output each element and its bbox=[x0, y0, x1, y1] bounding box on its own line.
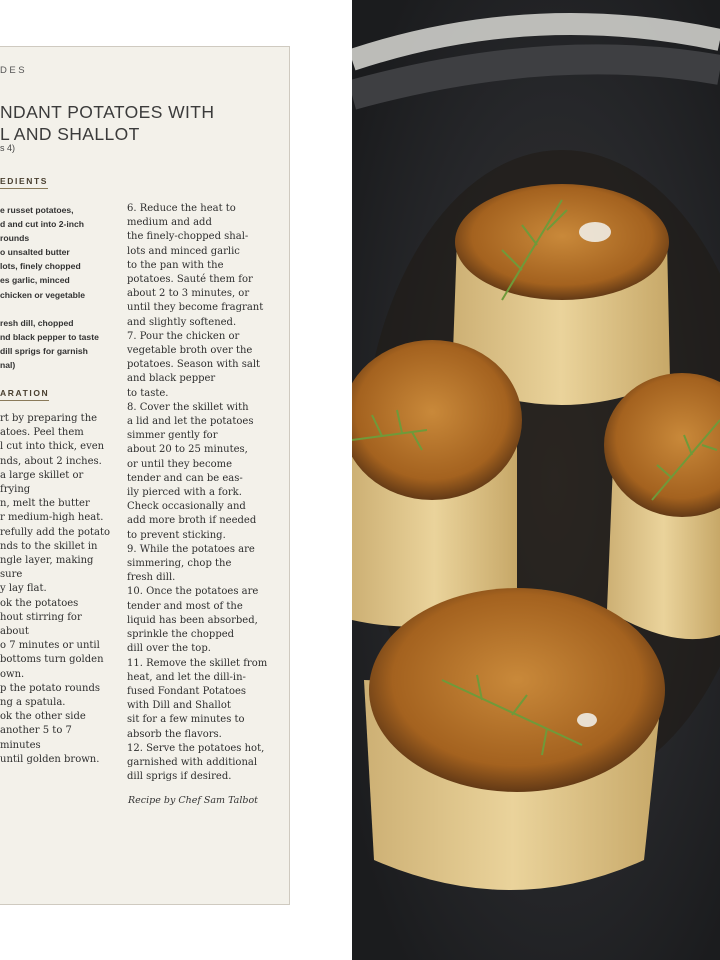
step-line: absorb the flavors. bbox=[127, 728, 222, 740]
step-line: 12. Serve the potatoes hot, bbox=[127, 742, 265, 754]
step-line: a lid and let the potatoes bbox=[127, 416, 254, 428]
step-line: p the potato rounds bbox=[0, 682, 100, 694]
step-line: medium and add bbox=[127, 217, 212, 229]
preparation-heading: ARATION bbox=[0, 388, 49, 401]
food-photo bbox=[352, 0, 720, 960]
step-line: dill sprigs if desired. bbox=[127, 771, 232, 783]
fondant-potatoes-photo bbox=[352, 0, 720, 960]
recipe-credit: Recipe by Chef Sam Talbot bbox=[128, 795, 258, 806]
step-line: 7. Pour the chicken or bbox=[127, 330, 240, 342]
section-tag: DES bbox=[0, 65, 28, 76]
step-line: liquid has been absorbed, bbox=[127, 614, 258, 626]
step-line: 10. Once the potatoes are bbox=[127, 586, 259, 598]
step-line: potatoes. Season with salt bbox=[127, 359, 261, 371]
step-line: about 20 to 25 minutes, bbox=[127, 444, 248, 456]
step-line: garnished with additional bbox=[127, 756, 258, 768]
step-line: rt by preparing the bbox=[0, 413, 98, 424]
servings: s 4) bbox=[0, 143, 16, 153]
step-line: heat, and let the dill-in- bbox=[127, 671, 246, 683]
step-line: vegetable broth over the bbox=[127, 345, 253, 357]
step-line: nds, about 2 inches. bbox=[0, 455, 102, 467]
step-line: tender and can be eas- bbox=[127, 472, 243, 484]
step-line: a large skillet or frying bbox=[0, 469, 84, 496]
step-line: hout stirring for about bbox=[0, 611, 82, 638]
step-line: ok the potatoes bbox=[0, 597, 79, 609]
ingredients-heading: EDIENTS bbox=[0, 176, 48, 189]
ingredient-line: nd black pepper to taste bbox=[0, 331, 99, 342]
step-line: the finely-chopped shal- bbox=[127, 231, 249, 243]
step-line: sprinkle the chopped bbox=[127, 629, 235, 641]
step-line: nds to the skillet in bbox=[0, 540, 98, 552]
step-line: own. bbox=[0, 668, 25, 680]
step-line: until golden brown. bbox=[0, 753, 100, 765]
step-line: add more broth if needed bbox=[127, 515, 257, 527]
ingredient-line: d and cut into 2-inch bbox=[0, 219, 85, 230]
ingredient-line: nal) bbox=[0, 360, 16, 371]
step-line: and slightly softened. bbox=[127, 316, 237, 328]
ingredient-line: dill sprigs for garnish bbox=[0, 345, 88, 356]
ingredient-line: e russet potatoes, bbox=[0, 205, 74, 215]
step-line: tender and most of the bbox=[127, 600, 243, 612]
step-line: lots and minced garlic bbox=[127, 245, 240, 257]
potato-bottom bbox=[364, 588, 665, 890]
step-line: potatoes. Sauté them for bbox=[127, 274, 253, 286]
step-line: simmer gently for bbox=[127, 430, 218, 442]
step-line: ok the other side bbox=[0, 711, 86, 723]
step-line: atoes. Peel them bbox=[0, 427, 84, 439]
ingredient-line: o unsalted butter bbox=[0, 247, 70, 258]
step-line: to the pan with the bbox=[127, 259, 224, 271]
step-line: ng a spatula. bbox=[0, 697, 66, 709]
step-line: to taste. bbox=[127, 387, 169, 399]
step-line: refully add the potato bbox=[0, 526, 111, 538]
step-line: dill over the top. bbox=[127, 643, 211, 655]
step-line: fused Fondant Potatoes bbox=[127, 685, 247, 697]
ingredient-line: lots, finely chopped bbox=[0, 261, 81, 272]
step-line: 6. Reduce the heat to bbox=[127, 203, 236, 214]
step-line: l cut into thick, even bbox=[0, 441, 105, 453]
step-line: simmering, chop the bbox=[127, 558, 232, 570]
step-line: fresh dill. bbox=[127, 572, 176, 584]
step-line: another 5 to 7 minutes bbox=[0, 725, 72, 751]
ingredient-line: rounds bbox=[0, 233, 30, 244]
ingredient-line: es garlic, minced bbox=[0, 275, 70, 286]
step-line: r medium-high heat. bbox=[0, 512, 104, 524]
ingredient-line bbox=[0, 302, 122, 316]
step-line: y lay flat. bbox=[0, 583, 47, 595]
step-line: 11. Remove the skillet from bbox=[127, 657, 268, 669]
potato-right bbox=[604, 373, 720, 639]
title-line-2: L AND SHALLOT bbox=[0, 124, 140, 144]
step-line: n, melt the butter bbox=[0, 498, 90, 510]
ingredient-line: chicken or vegetable bbox=[0, 289, 86, 300]
ingredient-line: resh dill, chopped bbox=[0, 317, 74, 328]
step-line: 9. While the potatoes are bbox=[127, 543, 255, 555]
steps-column-left bbox=[0, 412, 112, 767]
step-line: about 2 to 3 minutes, or bbox=[127, 288, 250, 300]
step-line: 8. Cover the skillet with bbox=[127, 401, 249, 413]
step-line: or until they become bbox=[127, 458, 232, 470]
step-line: ngle layer, making sure bbox=[0, 555, 94, 581]
step-line: ily pierced with a fork. bbox=[127, 487, 242, 499]
recipe-page bbox=[0, 0, 352, 960]
steps-column-right bbox=[127, 202, 273, 784]
step-line: bottoms turn golden bbox=[0, 654, 104, 666]
title-line-1: NDANT POTATOES WITH bbox=[0, 102, 215, 122]
step-line: sit for a few minutes to bbox=[127, 714, 245, 726]
step-line: with Dill and Shallot bbox=[127, 700, 231, 712]
ingredients-list bbox=[0, 203, 122, 372]
potato-left bbox=[352, 340, 522, 627]
recipe-title bbox=[0, 101, 280, 145]
step-line: and black pepper bbox=[127, 373, 216, 385]
step-line: to prevent sticking. bbox=[127, 529, 226, 541]
step-line: o 7 minutes or until bbox=[0, 640, 100, 652]
step-line: Check occasionally and bbox=[127, 501, 246, 513]
step-line: until they become fragrant bbox=[127, 302, 264, 314]
